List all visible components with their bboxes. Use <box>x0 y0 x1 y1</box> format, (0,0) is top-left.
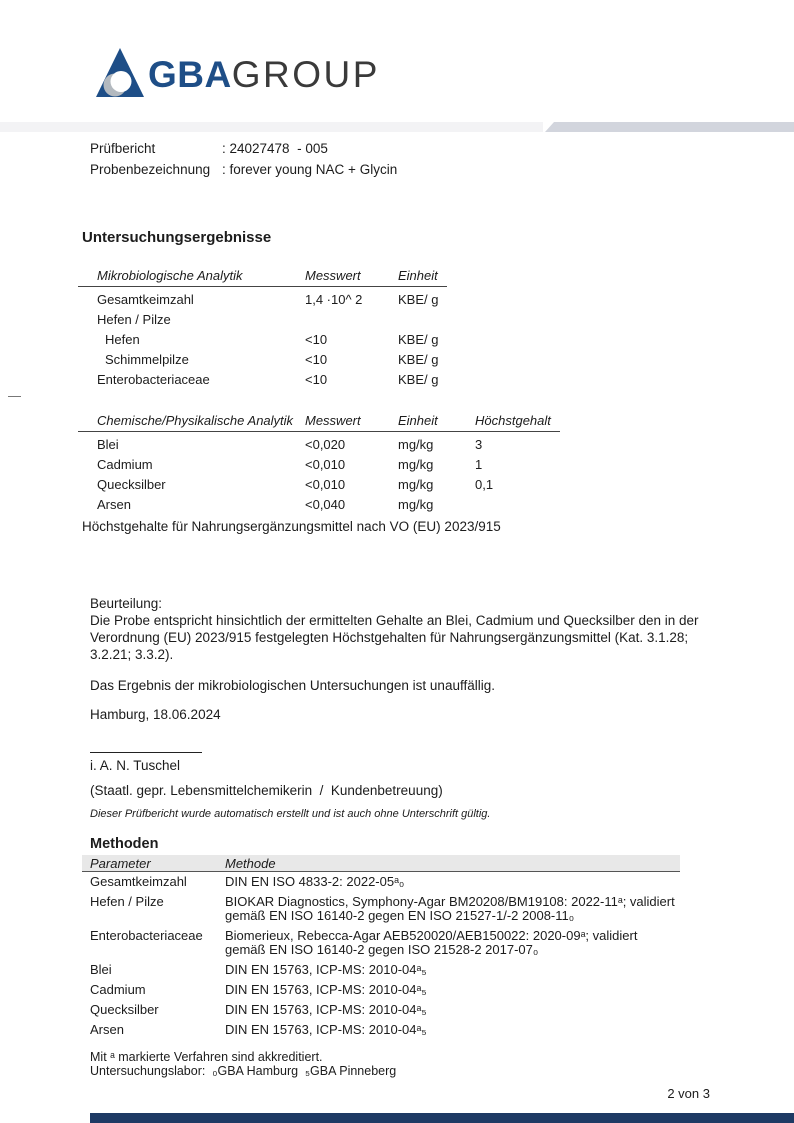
column-header: Messwert <box>305 413 361 428</box>
methods-table <box>82 855 680 1040</box>
column-header: Mikrobiologische Analytik <box>97 268 243 283</box>
unit-cell: mg/kg <box>398 477 434 492</box>
param-cell: Schimmelpilze <box>105 352 189 367</box>
column-header: Einheit <box>398 413 438 428</box>
method-cell: DIN EN 15763, ICP-MS: 2010-04ᵃ₅ <box>225 1022 427 1037</box>
table-row <box>82 926 680 960</box>
value-cell: 1,4 ·10^ 2 <box>305 292 363 307</box>
param-cell: Quecksilber <box>90 1002 159 1017</box>
table-row <box>82 1000 680 1020</box>
logo-text-secondary: GROUP <box>231 54 380 95</box>
value-cell: <0,040 <box>305 497 346 512</box>
table-row <box>78 347 447 367</box>
table-row <box>82 1020 680 1040</box>
table-row <box>78 452 560 472</box>
table-row <box>82 872 680 892</box>
labs-footnote: Untersuchungslabor: ₀GBA Hamburg ₅GBA Pinneberg <box>90 1064 397 1078</box>
param-cell: Cadmium <box>97 457 153 472</box>
column-header: Höchstgehalt <box>475 413 551 428</box>
column-header: Chemische/Physikalische Analytik <box>97 413 294 428</box>
table-row <box>78 472 560 492</box>
limit-cell: 3 <box>475 437 483 452</box>
bottom-bar <box>90 1113 794 1123</box>
column-header: Parameter <box>90 855 151 871</box>
gba-logo-icon <box>95 47 145 99</box>
limit-cell: 1 <box>475 457 483 472</box>
param-cell: Cadmium <box>90 982 146 997</box>
table-row <box>78 307 447 327</box>
limit-cell: 0,1 <box>475 477 494 492</box>
accreditation-footnote: Mit ᵃ markierte Verfahren sind akkreditiert. <box>90 1050 323 1064</box>
method-cell: Biomerieux, Rebecca-Agar AEB520020/AEB150022: 2020-09ᵃ; validiert gemäß EN ISO 16140-2 gegen ISO 21528-2 2017-07₀ <box>225 928 638 957</box>
meta-row-probenbezeichnung <box>90 159 397 180</box>
meta-label: Prüfbericht <box>90 141 156 156</box>
table-row <box>82 960 680 980</box>
param-cell: Gesamtkeimzahl <box>90 874 187 889</box>
method-cell: DIN EN ISO 4833-2: 2022-05ᵃ₀ <box>225 874 405 889</box>
meta-row-pruefbericht <box>90 138 397 159</box>
micro-table <box>78 268 447 387</box>
column-header: Einheit <box>398 268 438 283</box>
method-cell: DIN EN 15763, ICP-MS: 2010-04ᵃ₅ <box>225 982 427 997</box>
param-cell: Blei <box>90 962 112 977</box>
table-row <box>78 287 447 307</box>
param-cell: Arsen <box>97 497 131 512</box>
method-cell: BIOKAR Diagnostics, Symphony-Agar BM20208/BM19108: 2022-11ᵃ; validiert gemäß EN ISO 16140-2 gegen EN ISO 21527-1/-2 2008-11₀ <box>225 894 675 923</box>
value-cell: <10 <box>305 372 328 387</box>
logo-text-primary: GBA <box>148 54 232 95</box>
table-row <box>78 492 560 512</box>
unit-cell: mg/kg <box>398 437 434 452</box>
limits-note: Höchstgehalte für Nahrungsergänzungsmittel nach VO (EU) 2023/915 <box>82 519 501 534</box>
param-cell: Enterobacteriaceae <box>90 928 203 943</box>
assessment-paragraph: Das Ergebnis der mikrobiologischen Untersuchungen ist unauffällig. <box>90 678 495 693</box>
unit-cell: KBE/ g <box>398 292 439 307</box>
param-cell: Hefen <box>105 332 140 347</box>
value-cell: <10 <box>305 352 328 367</box>
assessment-label: Beurteilung: <box>90 596 163 611</box>
unit-cell: KBE/ g <box>398 372 439 387</box>
table-row <box>82 892 680 926</box>
table-row <box>82 980 680 1000</box>
table-row <box>78 327 447 347</box>
unit-cell: mg/kg <box>398 497 434 512</box>
param-cell: Gesamtkeimzahl <box>97 292 194 307</box>
meta-value: : 24027478 - 005 <box>222 141 328 156</box>
signer-role: (Staatl. gepr. Lebensmittelchemikerin / Kundenbetreuung) <box>90 783 443 798</box>
unit-cell: mg/kg <box>398 457 434 472</box>
section-title-methods: Methoden <box>90 836 159 852</box>
value-cell: <10 <box>305 332 328 347</box>
meta-value: : forever young NAC + Glycin <box>222 162 398 177</box>
auto-report-disclaimer: Dieser Prüfbericht wurde automatisch erstellt und ist auch ohne Unterschrift gültig. <box>90 808 491 820</box>
meta-label: Probenbezeichnung <box>90 162 211 177</box>
report-meta <box>90 138 397 180</box>
value-cell: <0,010 <box>305 477 346 492</box>
method-cell: DIN EN 15763, ICP-MS: 2010-04ᵃ₅ <box>225 1002 427 1017</box>
value-cell: <0,010 <box>305 457 346 472</box>
param-cell: Hefen / Pilze <box>97 312 171 327</box>
method-cell: DIN EN 15763, ICP-MS: 2010-04ᵃ₅ <box>225 962 427 977</box>
column-header: Methode <box>225 855 276 871</box>
chem-table <box>78 413 560 512</box>
unit-cell: KBE/ g <box>398 352 439 367</box>
table-row <box>78 367 447 387</box>
column-header: Messwert <box>305 268 361 283</box>
param-cell: Hefen / Pilze <box>90 894 164 909</box>
param-cell: Enterobacteriaceae <box>97 372 210 387</box>
param-cell: Quecksilber <box>97 477 166 492</box>
logo-wordmark <box>148 53 380 97</box>
param-cell: Blei <box>97 437 119 452</box>
value-cell: <0,020 <box>305 437 346 452</box>
unit-cell: KBE/ g <box>398 332 439 347</box>
methods-table-header <box>82 855 680 872</box>
assessment-paragraph: Die Probe entspricht hinsichtlich der ermittelten Gehalte an Blei, Cadmium und Quecksilber den in der Verordnung (EU) 2023/915 festgelegten Höchstgehalten für Nahrungsergänzungsmittel (Kat. 3.1.28; 3.2.21; 3.3.2). <box>90 613 699 662</box>
top-bar-dark-segment <box>545 122 794 132</box>
fold-mark <box>8 396 21 397</box>
place-date: Hamburg, 18.06.2024 <box>90 707 221 722</box>
section-title-results: Untersuchungsergebnisse <box>82 229 272 246</box>
signer-name: i. A. N. Tuschel <box>90 758 181 773</box>
page-number: 2 von 3 <box>667 1086 710 1101</box>
micro-table-header <box>78 268 447 287</box>
table-row <box>78 432 560 452</box>
param-cell: Arsen <box>90 1022 124 1037</box>
top-bar-light-segment <box>0 122 543 132</box>
signature-line <box>90 752 202 753</box>
chem-table-header <box>78 413 560 432</box>
